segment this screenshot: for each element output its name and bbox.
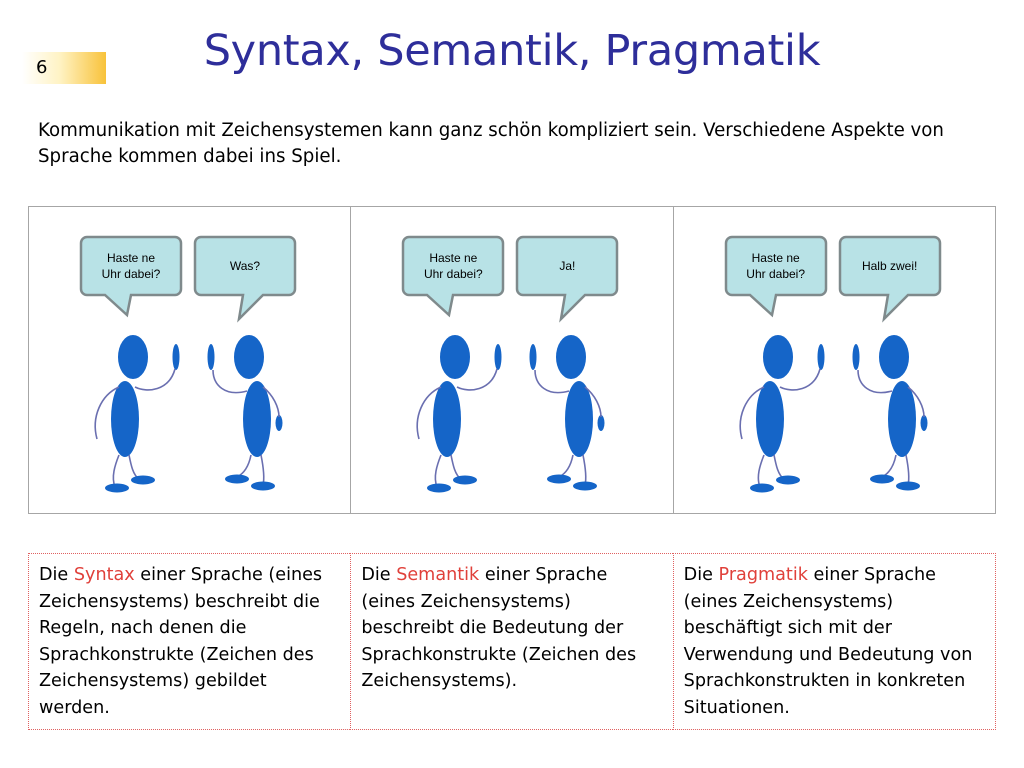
question-bubble-text: Haste ne Uhr dabei? — [101, 251, 161, 281]
person-left-figure — [95, 335, 179, 493]
person-left-figure — [418, 335, 502, 493]
comic-panels — [28, 206, 996, 514]
comic-illustration — [351, 207, 673, 513]
question-bubble-text: Haste ne Uhr dabei? — [746, 251, 806, 281]
page-title: Syntax, Semantik, Pragmatik — [203, 26, 821, 76]
term-semantik: Semantik — [396, 565, 480, 585]
definition-semantik: Die Semantik einer Sprache (eines Zeichensystems) beschreibt die Bedeutung der Sprachkonstrukte (Zeichen des Zeichensystems). — [350, 553, 672, 730]
comic-panel-pragmatik — [674, 207, 995, 513]
definition-syntax: Die Syntax einer Sprache (eines Zeichensystems) beschreibt die Regeln, nach denen die Sprachkonstrukte (Zeichen des Zeichensystems) gebildet werden. — [28, 553, 350, 730]
term-syntax: Syntax — [73, 565, 135, 585]
speech-bubble-answer — [517, 237, 617, 319]
comic-panel-syntax — [29, 207, 351, 513]
person-right-figure — [530, 335, 605, 491]
definitions-table — [28, 553, 996, 730]
comic-panel-semantik — [351, 207, 673, 513]
person-right-figure — [852, 335, 927, 491]
term-pragmatik: Pragmatik — [718, 565, 808, 585]
comic-illustration — [29, 207, 351, 513]
slide-number: 6 — [22, 52, 106, 84]
comic-illustration — [674, 207, 996, 513]
person-right-figure — [208, 335, 283, 491]
definition-pragmatik: Die Pragmatik einer Sprache (eines Zeichensystems) beschäftigt sich mit der Verwendung und Bedeutung von Sprachkonstrukten in konkreten Situationen. — [673, 553, 996, 730]
answer-bubble-text: Halb zwei! — [861, 259, 918, 273]
answer-bubble-text: Ja! — [559, 259, 576, 273]
answer-bubble-text: Was? — [229, 259, 261, 273]
person-left-figure — [740, 335, 824, 493]
speech-bubble-answer — [195, 237, 295, 319]
speech-bubble-answer — [840, 237, 940, 319]
question-bubble-text: Haste ne Uhr dabei? — [423, 251, 483, 281]
intro-text: Kommunikation mit Zeichensystemen kann ganz schön kompliziert sein. Verschiedene Aspekte von Sprache kommen dabei ins Spiel. — [38, 120, 944, 167]
